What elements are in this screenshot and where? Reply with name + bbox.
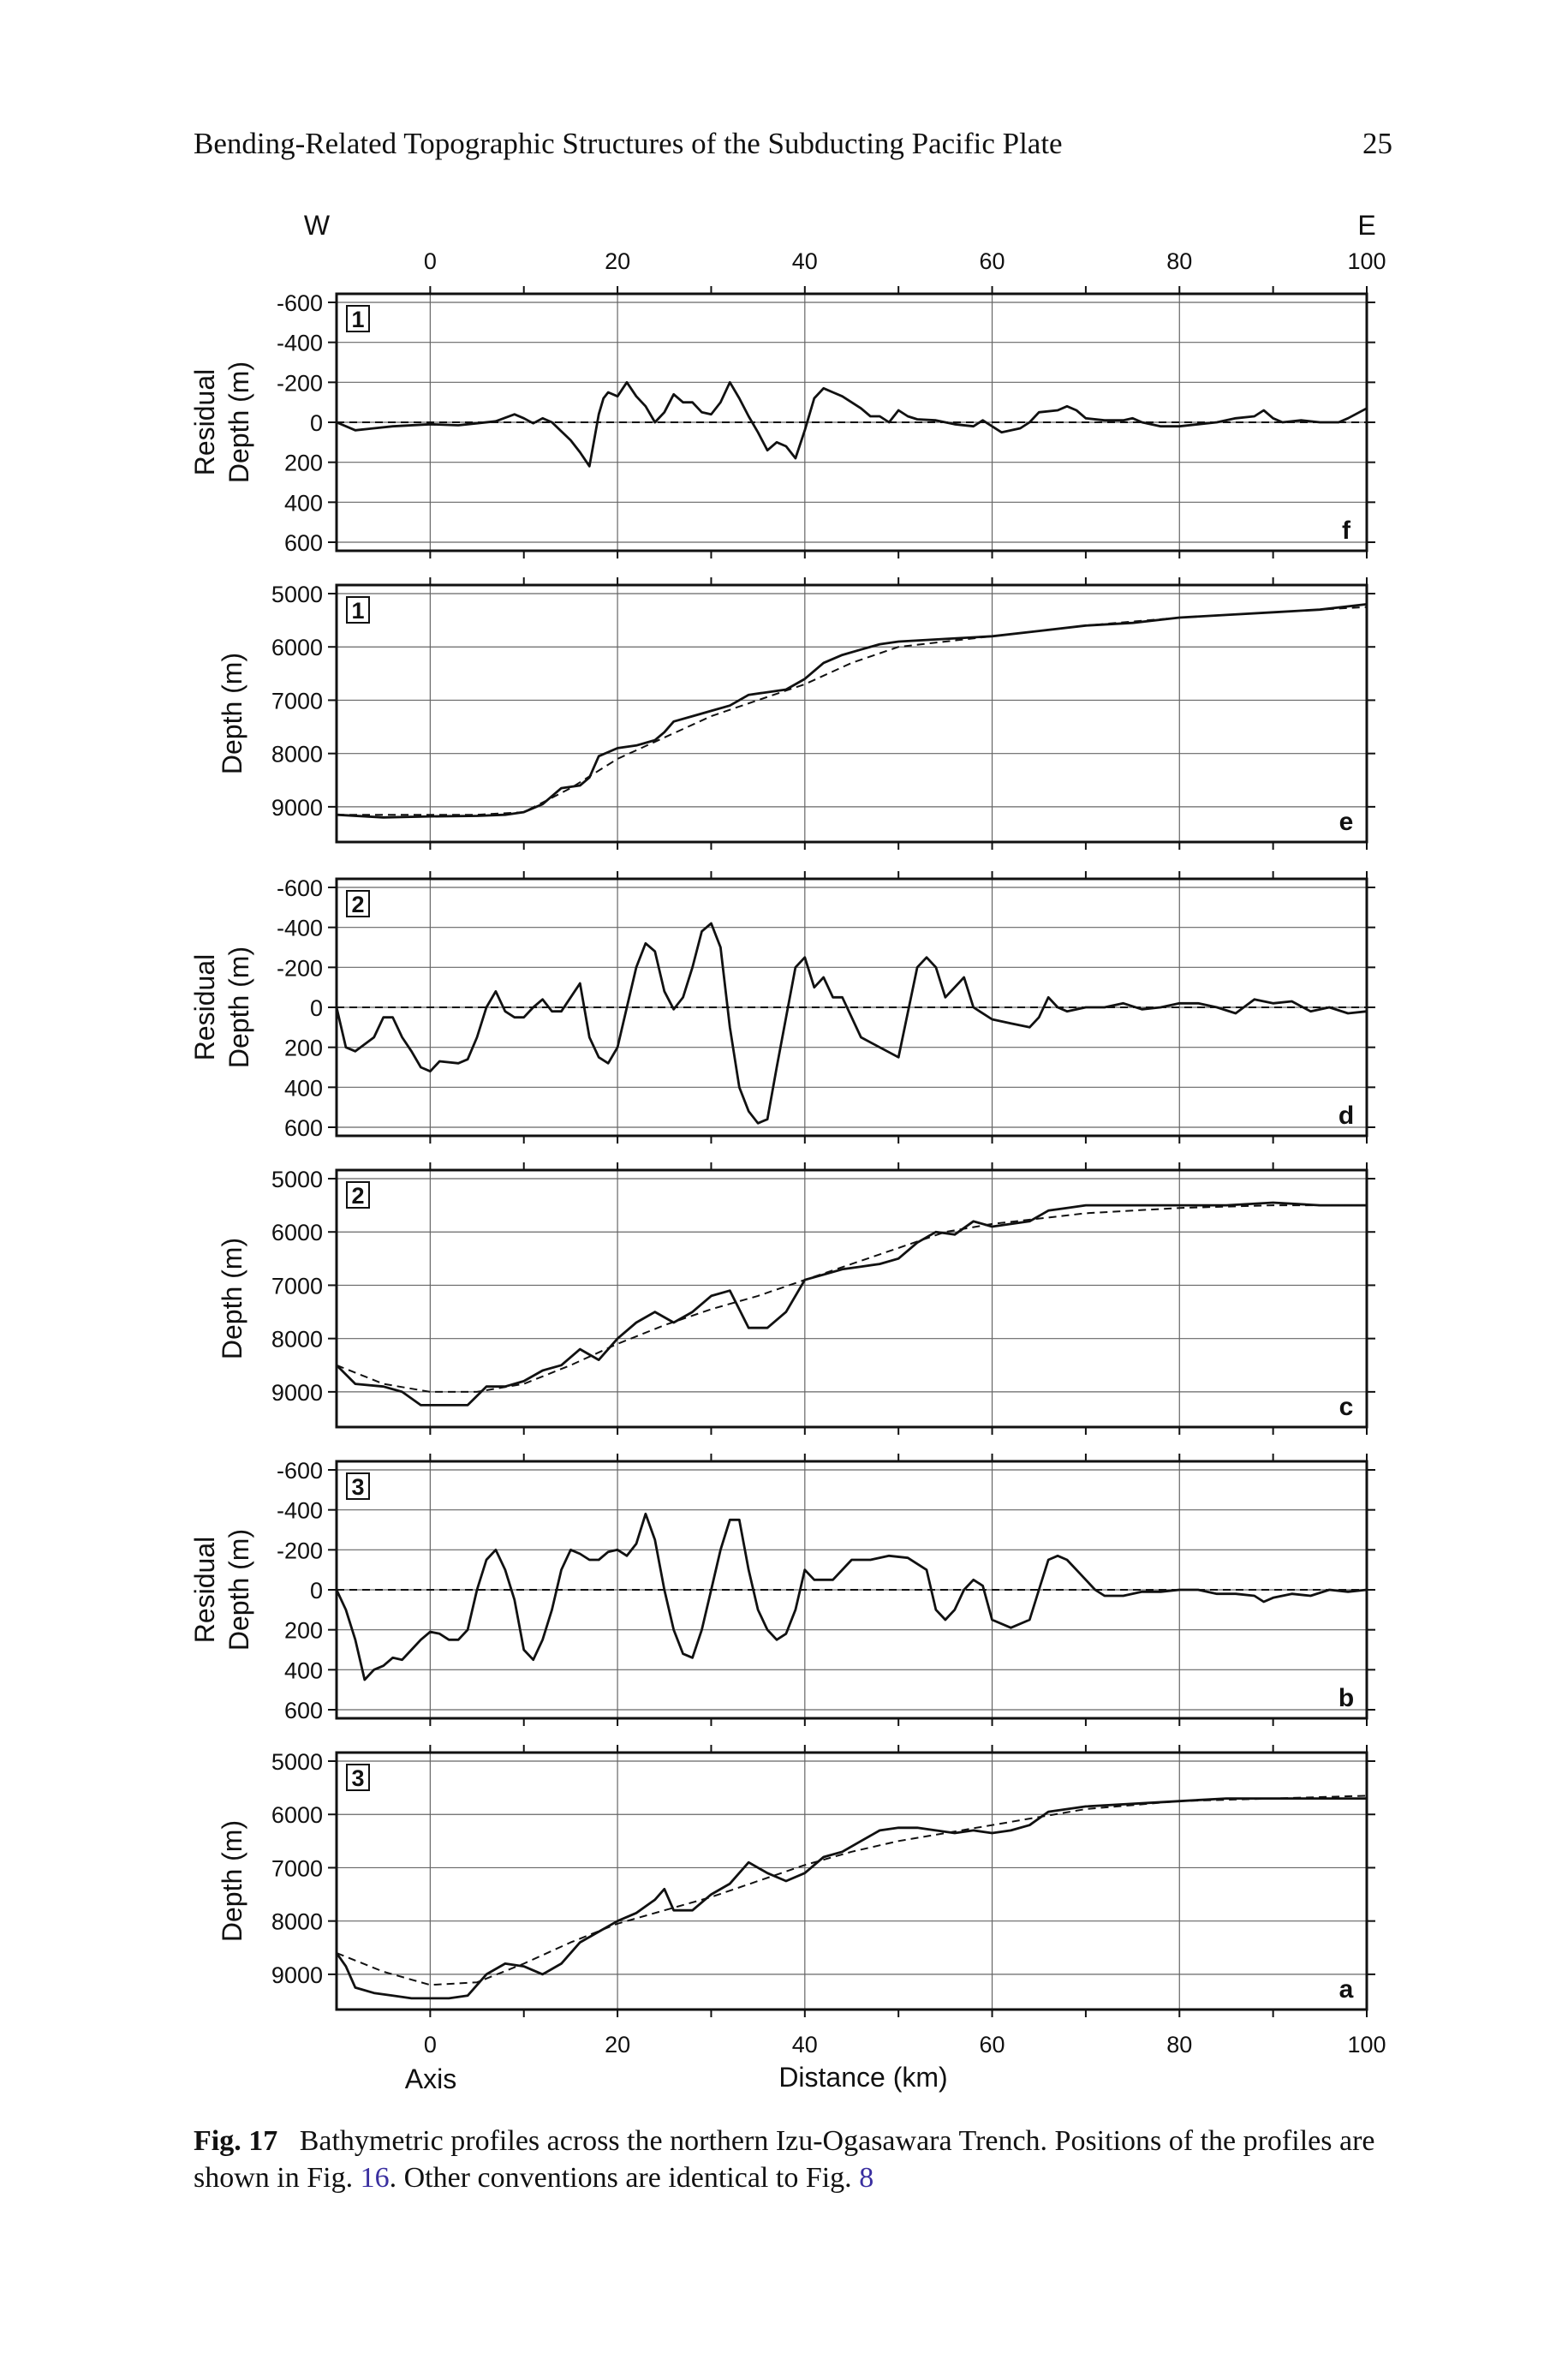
y-axis-label: Depth (m): [217, 1237, 247, 1360]
y-tick-label: 5000: [271, 582, 323, 607]
y-tick-label: -400: [276, 915, 323, 941]
top-x-tick-label: 40: [791, 248, 818, 274]
profile-line: [337, 1203, 1367, 1405]
bottom-x-tick-label: 60: [979, 2032, 1005, 2057]
y-tick-label: 5000: [271, 1167, 323, 1192]
panel-f: [189, 286, 1375, 558]
profile-number: 1: [351, 598, 365, 624]
y-tick-label: 600: [283, 1698, 323, 1723]
y-tick-label: 400: [283, 1657, 323, 1684]
panel-frame: [337, 1170, 1367, 1427]
reference-line: [337, 1205, 1367, 1392]
y-axis-label: Depth (m): [217, 1819, 247, 1943]
y-tick-label: 0: [309, 410, 323, 436]
caption-text-1: Bathymetric profiles across the northern Izu-Ogasawara Trench. Positions of the profiles are shown in Fig.: [194, 2125, 1375, 2194]
profile-number: 3: [351, 1474, 365, 1500]
panel-letter: b: [1338, 1684, 1355, 1712]
top-x-tick-label: 60: [979, 248, 1005, 274]
axis-marker-label: Axis: [404, 2063, 457, 2094]
y-tick-label: 600: [283, 530, 323, 556]
profile-line: [337, 1514, 1367, 1680]
running-title: Bending-Related Topographic Structures of the Subducting Pacific Plate: [194, 127, 1063, 160]
profile-number: 1: [351, 307, 365, 332]
panel-letter: c: [1338, 1393, 1354, 1421]
direction-east: E: [1357, 210, 1376, 241]
bottom-x-tick-label: 80: [1166, 2032, 1193, 2057]
y-axis-label: Depth (m): [217, 652, 247, 775]
panel-letter: a: [1338, 1975, 1354, 2004]
profile-number: 2: [351, 1183, 365, 1209]
panel-letter: e: [1338, 808, 1354, 836]
y-axis-label: Residual: [189, 368, 220, 476]
y-tick-label: 8000: [271, 1326, 323, 1353]
top-x-tick-labels: [424, 248, 1386, 274]
caption-ref-fig8[interactable]: 8: [859, 2162, 874, 2194]
caption-label: Fig. 17: [194, 2125, 278, 2157]
panel-e: [217, 577, 1375, 850]
panel-letter: d: [1338, 1102, 1355, 1130]
y-tick-label: 200: [283, 1035, 323, 1061]
y-tick-label: 400: [283, 1075, 323, 1102]
panel-a: [217, 1745, 1375, 2017]
y-tick-label: -400: [276, 330, 323, 356]
y-axis-label: Depth (m): [224, 361, 254, 484]
y-tick-label: 7000: [271, 688, 323, 714]
top-x-tick-label: 80: [1166, 248, 1193, 274]
profile-line: [337, 923, 1367, 1123]
y-tick-label: 6000: [271, 635, 323, 661]
x-axis-title: Distance (km): [778, 2062, 948, 2093]
bottom-x-tick-label: 40: [791, 2032, 818, 2057]
panel-b: [189, 1454, 1375, 1726]
panel-d: [189, 871, 1375, 1144]
figure-caption: [194, 2123, 1392, 2196]
y-tick-label: 6000: [271, 1220, 323, 1246]
panel-c: [217, 1162, 1375, 1435]
bottom-x-tick-label: 20: [605, 2032, 631, 2057]
y-tick-label: -200: [276, 1538, 323, 1564]
y-tick-label: 6000: [271, 1802, 323, 1829]
top-x-tick-label: 0: [423, 248, 437, 274]
profile-number: 3: [351, 1765, 365, 1791]
y-axis-label: Depth (m): [224, 946, 254, 1069]
y-tick-label: -200: [276, 955, 323, 982]
y-tick-label: 9000: [271, 1962, 323, 1988]
reference-line: [337, 607, 1367, 815]
y-axis-label: Depth (m): [224, 1528, 254, 1651]
profile-number: 2: [351, 892, 365, 917]
y-tick-label: 9000: [271, 1379, 323, 1406]
caption-text-2: . Other conventions are identical to Fig.: [389, 2162, 852, 2194]
bottom-x-tick-label: 100: [1347, 2032, 1386, 2057]
panel-frame: [337, 585, 1367, 842]
y-tick-label: 400: [283, 490, 323, 517]
page-number: 25: [1362, 127, 1392, 160]
y-tick-label: 200: [283, 450, 323, 476]
y-tick-label: 0: [309, 1578, 323, 1604]
y-tick-label: 8000: [271, 1908, 323, 1935]
profile-line: [337, 1799, 1367, 1998]
panel-letter: f: [1342, 517, 1350, 545]
y-tick-label: -200: [276, 370, 323, 397]
y-tick-label: -600: [276, 290, 323, 316]
y-axis-label: Residual: [189, 1536, 220, 1644]
y-tick-label: 600: [283, 1115, 323, 1141]
y-tick-label: -600: [276, 1458, 323, 1484]
direction-west: W: [303, 210, 331, 241]
bottom-x-tick-label: 0: [423, 2032, 437, 2057]
reference-line: [337, 1795, 1367, 1985]
y-tick-label: 8000: [271, 741, 323, 767]
profile-line: [337, 604, 1367, 817]
chart-panels: [189, 286, 1375, 2017]
y-tick-label: -400: [276, 1497, 323, 1524]
y-tick-label: -600: [276, 875, 323, 901]
y-axis-label: Residual: [189, 953, 220, 1061]
caption-ref-fig16[interactable]: 16: [360, 2162, 390, 2194]
y-tick-label: 5000: [271, 1749, 323, 1775]
top-x-tick-label: 20: [605, 248, 631, 274]
y-tick-label: 7000: [271, 1273, 323, 1299]
bottom-x-tick-labels: [424, 2032, 1386, 2057]
y-tick-label: 200: [283, 1617, 323, 1644]
profile-line: [337, 382, 1367, 466]
y-tick-label: 7000: [271, 1855, 323, 1882]
y-tick-label: 9000: [271, 794, 323, 821]
y-tick-label: 0: [309, 995, 323, 1021]
top-x-tick-label: 100: [1347, 248, 1386, 274]
